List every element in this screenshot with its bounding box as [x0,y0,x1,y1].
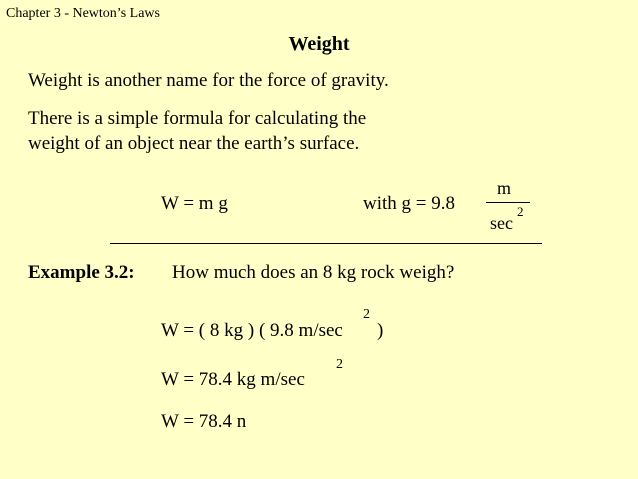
weight-formula: W = m g [161,193,228,214]
divider-line [110,243,542,244]
unit-denominator: sec [490,213,513,233]
example-label: Example 3.2: [28,262,135,283]
solution-step-3: W = 78.4 n [161,411,247,432]
solution-step-1-close: ) [377,320,384,341]
example-question: How much does an 8 kg rock weigh? [172,262,455,283]
description-line-1: There is a simple formula for calculating the [28,108,367,129]
solution-step-1: W = ( 8 kg ) ( 9.8 m/sec [161,320,343,341]
solution-step-2-exponent: 2 [336,357,343,372]
intro-line: Weight is another name for the force of gravity. [28,70,389,91]
chapter-header: Chapter 3 - Newton’s Laws [6,6,160,21]
gravity-value: with g = 9.8 [363,193,455,214]
slide-title: Weight [288,33,350,55]
description-line-2: weight of an object near the earth’s surface. [28,133,360,154]
unit-denominator-exponent: 2 [517,204,524,219]
unit-numerator: m [497,178,512,198]
fraction-bar [486,202,530,203]
solution-step-2: W = 78.4 kg m/sec [161,369,305,390]
solution-step-1-exponent: 2 [363,307,370,322]
